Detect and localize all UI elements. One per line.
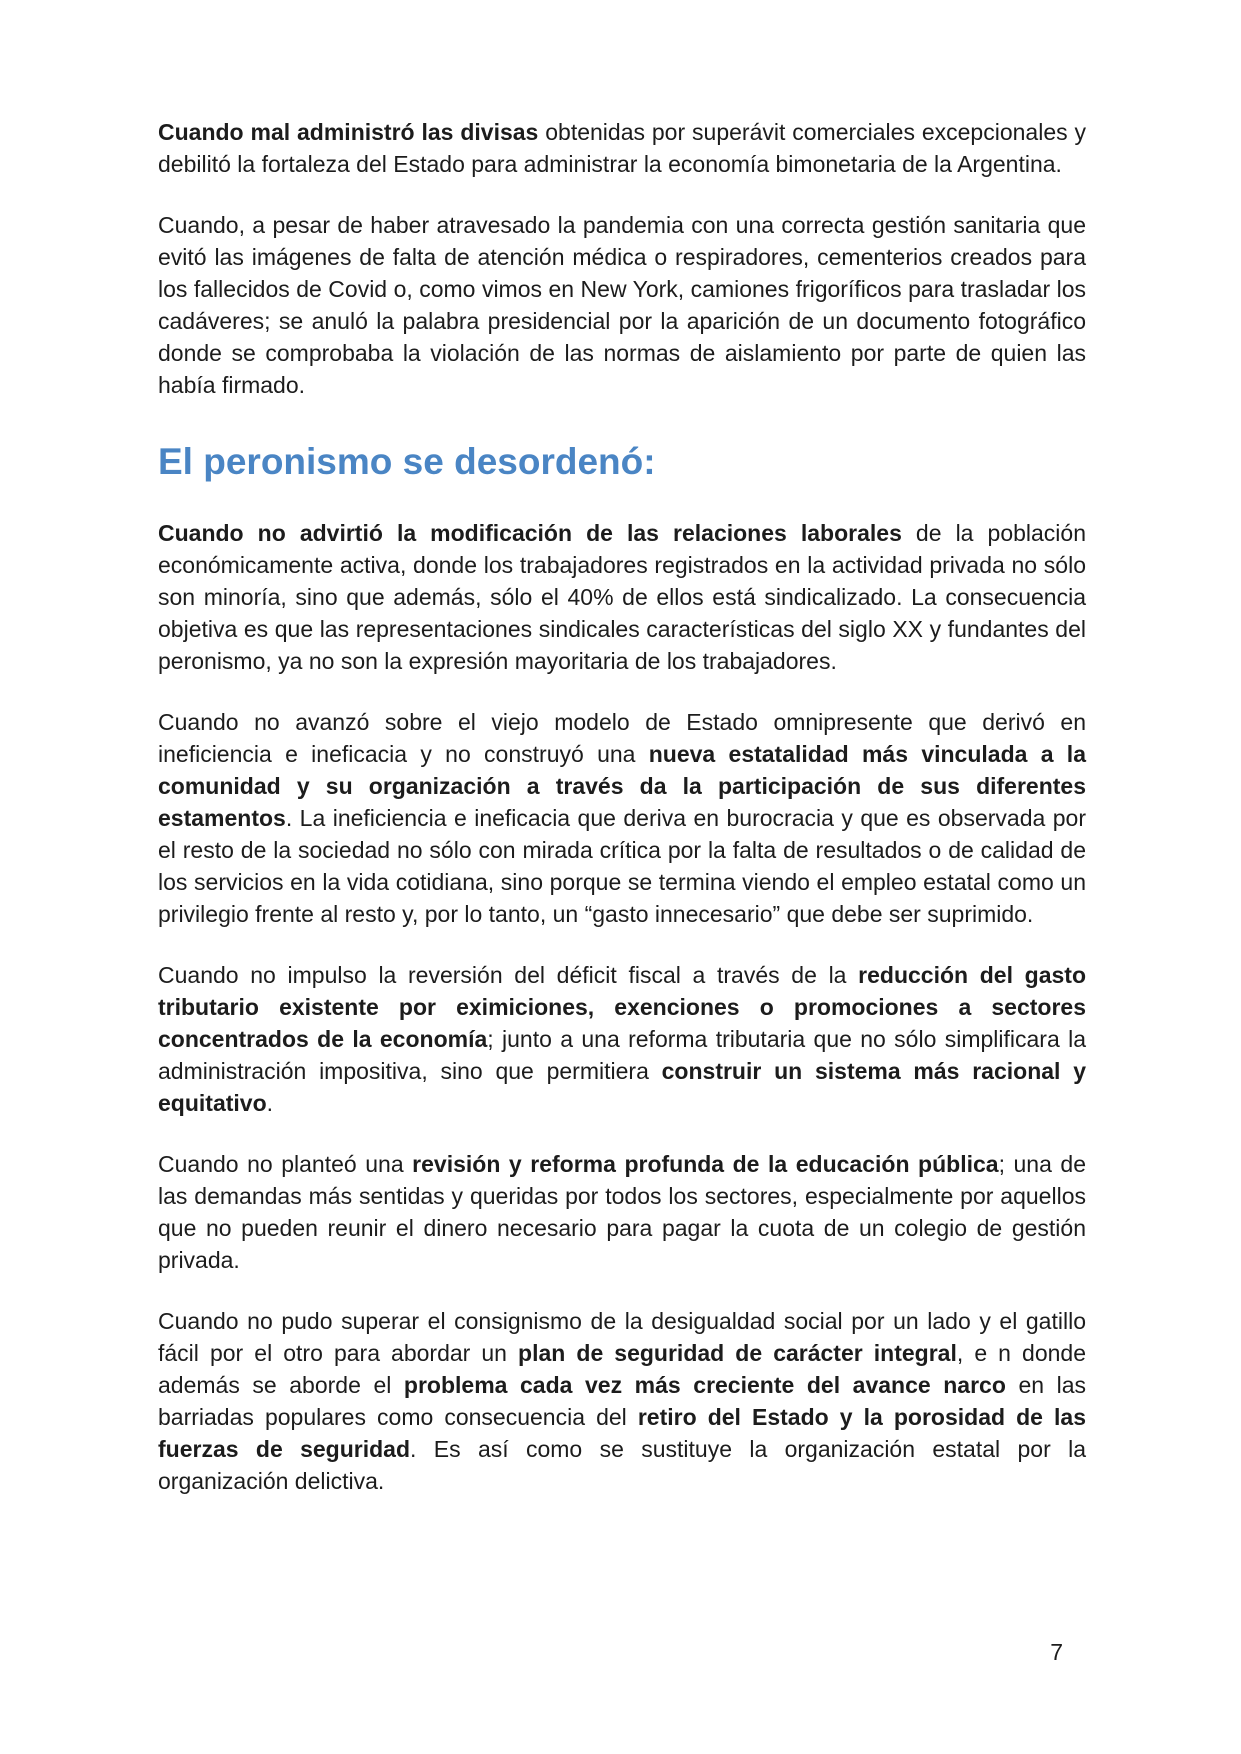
- text-run: ; una de las demandas más sentidas y queridas por todos los sectores, especialmente por aquellos que no pueden reunir el dinero necesario para pagar la cuota de un colegio de gestión privada.: [158, 1151, 1086, 1273]
- paragraph: [158, 706, 1086, 930]
- bold-text-run: construir un sistema más racional y equitativo: [158, 1058, 1086, 1116]
- bold-text-run: plan de seguridad de carácter integral: [518, 1340, 957, 1366]
- text-run: , e n donde además se aborde el: [158, 1340, 1086, 1398]
- text-run: de la población económicamente activa, donde los trabajadores registrados en la actividad privada no sólo son minoría, sino que además, sólo el 40% de ellos está sindicalizado. La consecuencia objetiva es que las representaciones sindicales características del siglo XX y fundantes del peronismo, ya no son la expresión mayoritaria de los trabajadores.: [158, 520, 1087, 674]
- bold-text-run: El peronismo se desordenó:: [158, 441, 656, 482]
- text-run: . Es así como se sustituye la organización estatal por la organización delictiva.: [158, 1436, 1086, 1494]
- bold-text-run: Cuando no advirtió la modificación de las relaciones laborales: [158, 520, 902, 546]
- text-run: Cuando no pudo superar el consignismo de la desigualdad social por un lado y el gatillo fácil por el otro para abordar un: [158, 1308, 1086, 1366]
- text-run: Cuando no avanzó sobre el viejo modelo de Estado omnipresente que derivó en ineficiencia e ineficacia y no construyó una: [158, 709, 1086, 767]
- text-run: en las barriadas populares como consecuencia del: [158, 1372, 1087, 1430]
- text-run: Cuando, a pesar de haber atravesado la pandemia con una correcta gestión sanitaria que evitó las imágenes de falta de atención médica o respiradores, cementerios creados para los fallecidos de Covid o, como vimos en New York, camiones frigoríficos para trasladar los cadáveres; se anuló la palabra presidencial por la aparición de un documento fotográfico donde se comprobaba la violación de las normas de aislamiento por parte de quien las había firmado.: [158, 212, 1086, 398]
- paragraph: [158, 517, 1086, 677]
- page-number: 7: [1050, 1639, 1063, 1665]
- bold-text-run: revisión y reforma profunda de la educación pública: [412, 1151, 999, 1177]
- document-content: [158, 116, 1086, 1526]
- text-run: Cuando no impulso la reversión del déficit fiscal a través de la: [158, 962, 859, 988]
- text-run: ; junto a una reforma tributaria que no sólo simplificara la administración impositiva, sino que permitiera: [158, 1026, 1087, 1084]
- paragraph: [158, 1148, 1086, 1276]
- paragraph: [158, 209, 1086, 401]
- text-run: Cuando no planteó una: [158, 1151, 413, 1177]
- bold-text-run: reducción del gasto tributario existente por eximiciones, exenciones o promociones a sectores concentrados de la economía: [158, 962, 1087, 1052]
- bold-text-run: Cuando mal administró las divisas: [158, 119, 539, 145]
- paragraph: [158, 116, 1086, 180]
- bold-text-run: retiro del Estado y la porosidad de las fuerzas de seguridad: [158, 1404, 1086, 1462]
- text-run: obtenidas por superávit comerciales excepcionales y debilitó la fortaleza del Estado para administrar la economía bimonetaria de la Argentina.: [158, 119, 1086, 177]
- section-heading: [158, 437, 1086, 487]
- paragraph: [158, 1305, 1086, 1497]
- paragraph: [158, 959, 1086, 1119]
- bold-text-run: nueva estatalidad más vinculada a la comunidad y su organización a través da la participación de sus diferentes estamentos: [158, 741, 1086, 831]
- bold-text-run: problema cada vez más creciente del avance narco: [403, 1372, 1006, 1398]
- text-run: . La ineficiencia e ineficacia que deriva en burocracia y que es observada por el resto de la sociedad no sólo con mirada crítica por la falta de resultados o de calidad de los servicios en la vida cotidiana, sino porque se termina viendo el empleo estatal como un privilegio frente al resto y, por lo tanto, un “gasto innecesario” que debe ser suprimido.: [158, 805, 1086, 927]
- text-run: .: [266, 1090, 274, 1116]
